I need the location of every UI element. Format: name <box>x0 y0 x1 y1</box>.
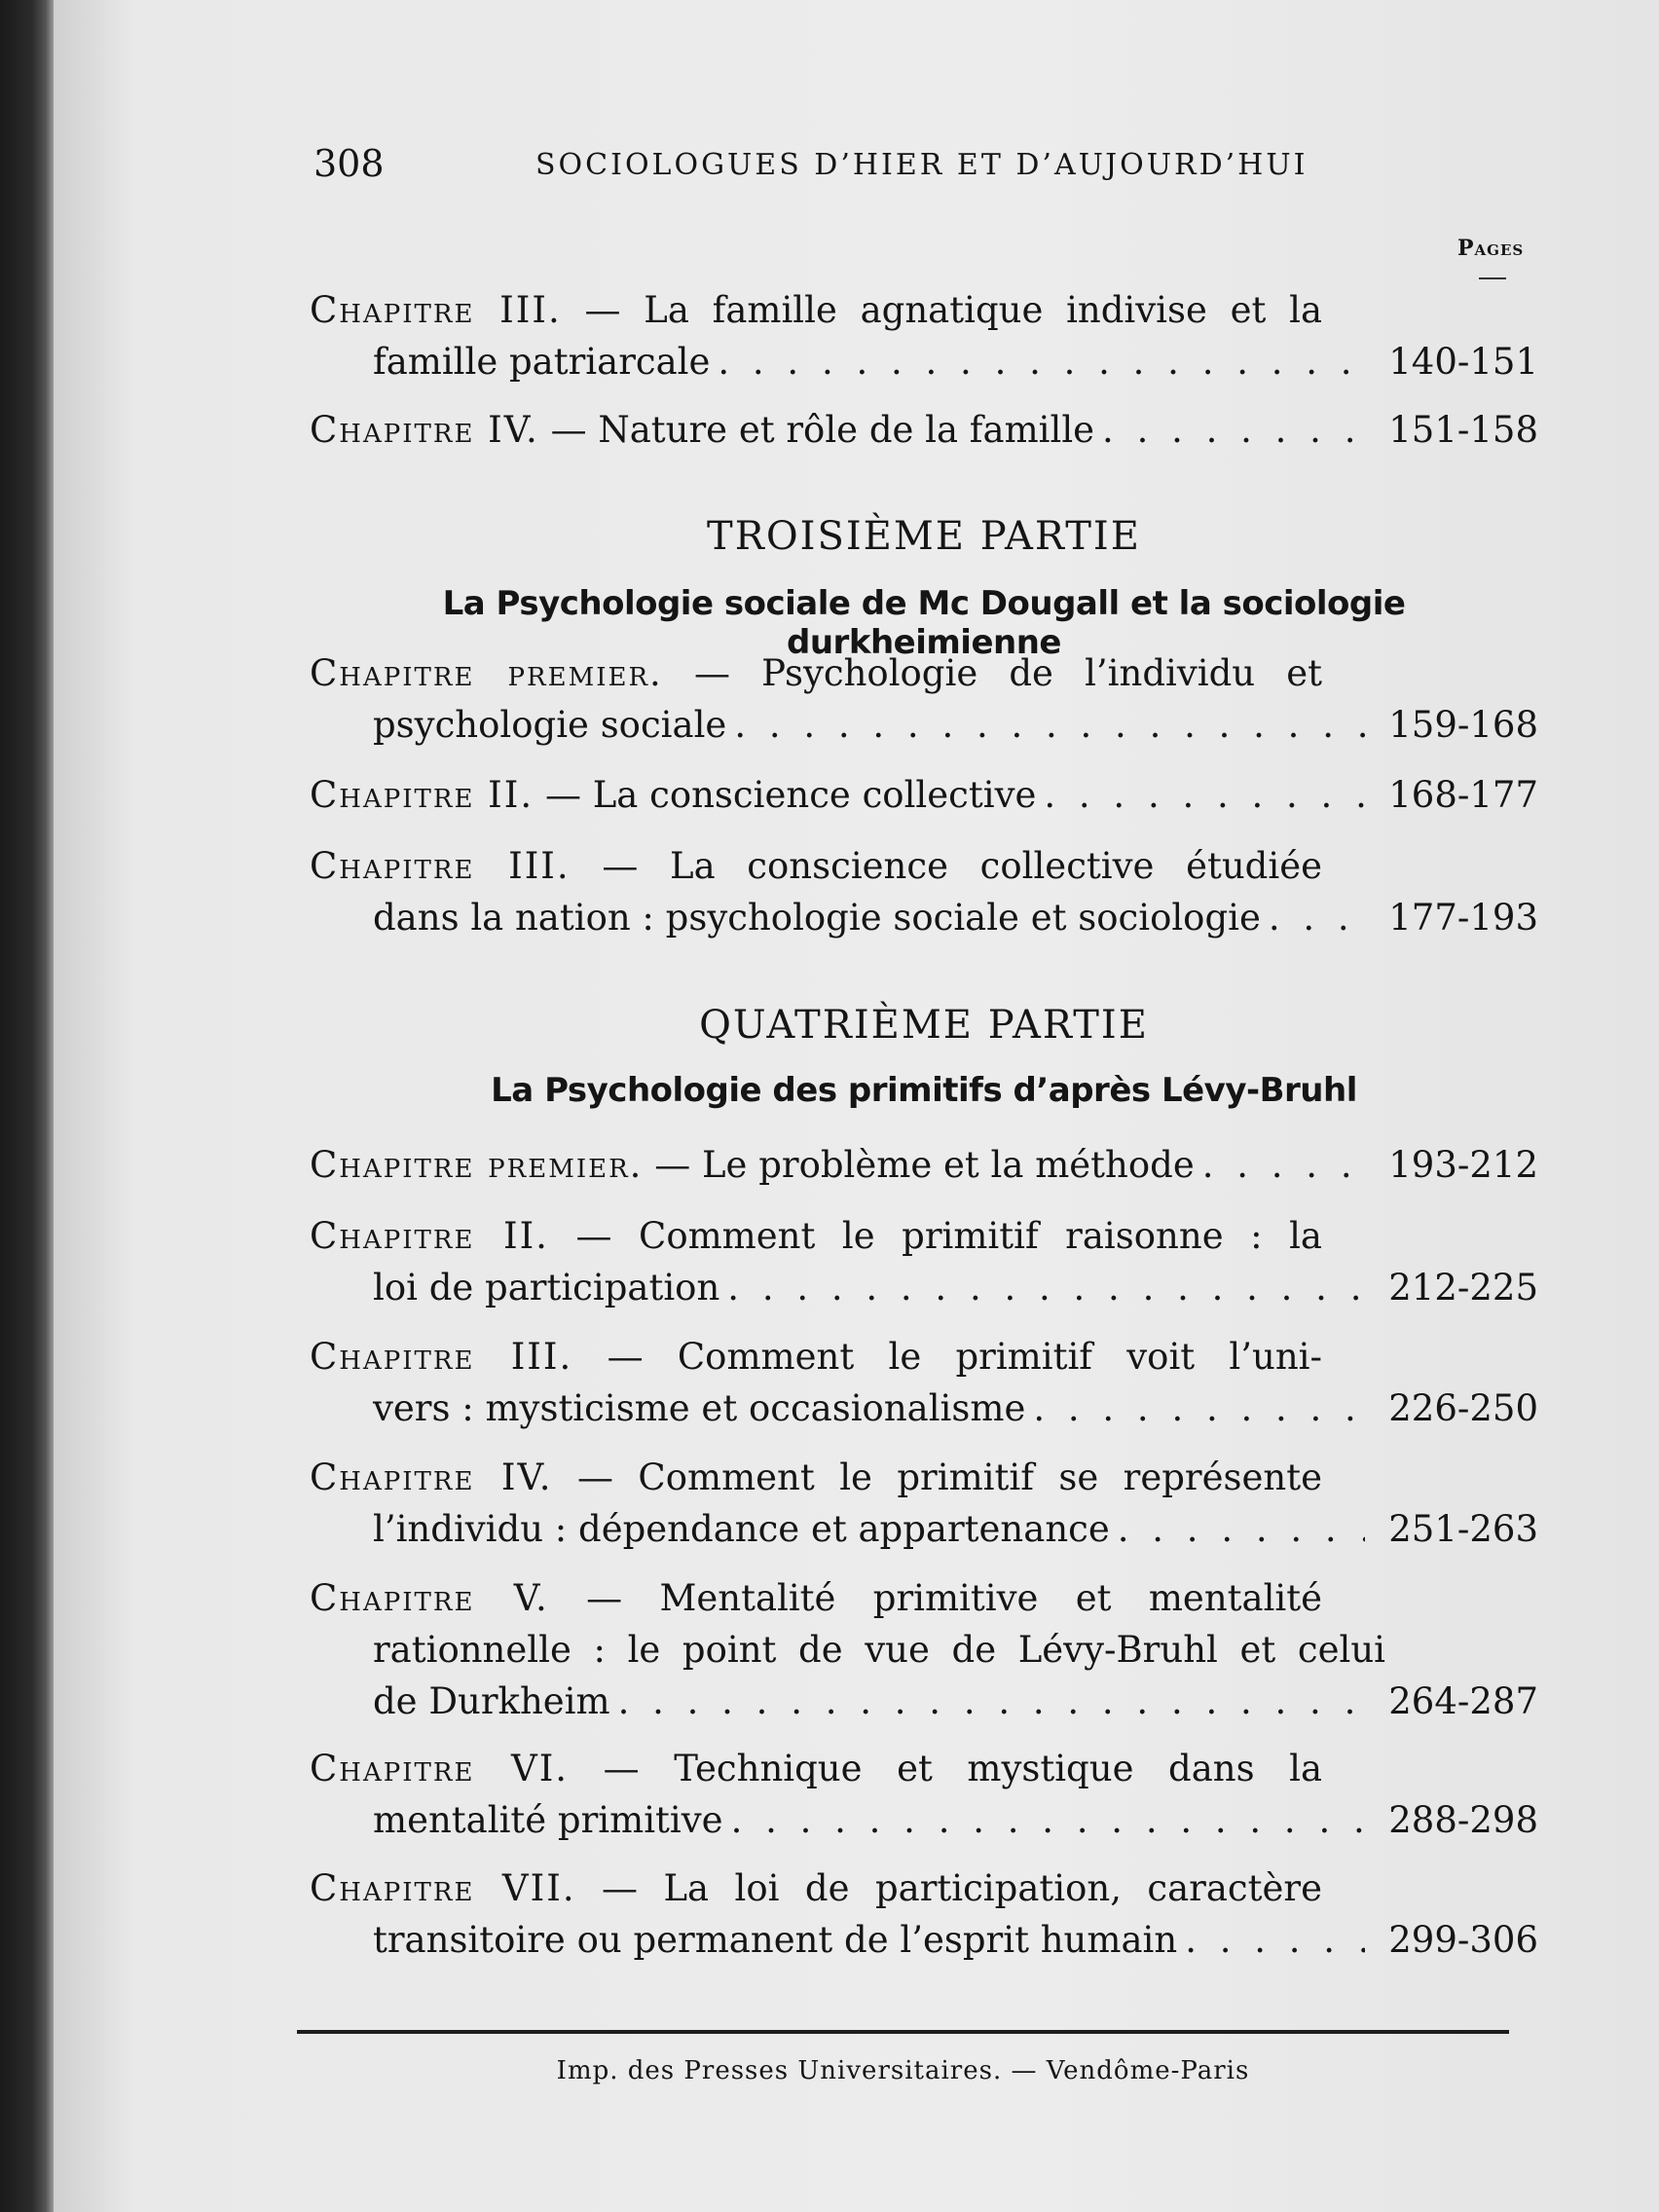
entry-title: — Comment le primitif se représente <box>576 1456 1322 1498</box>
page-range: 168-177 <box>1388 774 1538 816</box>
entry-title: — La famille agnatique indivise et la <box>584 289 1323 331</box>
toc-entry <box>310 1139 1538 1191</box>
part-title: TROISIÈME PARTIE <box>707 514 1141 559</box>
toc-entry <box>310 1572 1538 1727</box>
toc-entry <box>310 1210 1538 1313</box>
chapter-label: Chapitre VI. <box>310 1748 570 1789</box>
entry-title-end: mentalité primitive <box>373 1799 723 1841</box>
chapter-label: Chapitre II. <box>310 1215 549 1257</box>
part-subtitle: La Psychologie des primitifs d’après Lévy-Bruhl <box>491 1071 1357 1110</box>
page-range: 212-225 <box>1388 1267 1538 1309</box>
dot-leader <box>727 1262 1365 1313</box>
toc-entry <box>310 1331 1538 1434</box>
toc-entry <box>310 647 1538 751</box>
dot-leader <box>718 336 1365 387</box>
entry-title: — Comment le primitif voit l’uni- <box>607 1336 1323 1378</box>
part-title: QUATRIÈME PARTIE <box>699 1003 1149 1048</box>
entry-middle-line: rationnelle : le point de vue de Lévy-Bruhl et celui <box>373 1629 1385 1671</box>
chapter-label: Chapitre V. <box>310 1577 549 1619</box>
page-number: 308 <box>313 142 385 185</box>
entry-title: — Le problème et la méthode <box>654 1144 1195 1186</box>
dot-leader <box>1033 1382 1365 1434</box>
entry-first-line <box>310 1331 1322 1382</box>
dot-leader <box>1118 1503 1365 1555</box>
entry-title-end: l’individu : dépendance et appartenance <box>373 1508 1110 1550</box>
chapter-label: Chapitre premier. <box>310 652 663 694</box>
toc-entry <box>310 769 1538 821</box>
entry-first-line <box>310 1452 1322 1503</box>
pages-column-label: Pages <box>1457 236 1525 261</box>
running-title: SOCIOLOGUES D’HIER ET D’AUJOURD’HUI <box>535 148 1309 182</box>
chapter-label: Chapitre IV. <box>310 1456 553 1498</box>
page-range: 226-250 <box>1388 1387 1538 1429</box>
entry-title: — Comment le primitif raisonne : la <box>575 1215 1322 1257</box>
entry-title-end: transitoire ou permanent de l’esprit humain <box>373 1919 1178 1961</box>
entry-title-end: loi de participation <box>373 1267 720 1309</box>
entry-first-line <box>310 1743 1322 1794</box>
dot-leader <box>1202 1139 1365 1191</box>
chapter-label: Chapitre III. <box>310 289 562 331</box>
entry-first-line <box>310 840 1322 892</box>
entry-last-line <box>373 336 1538 387</box>
entry-last-line <box>373 1914 1538 1966</box>
part-subtitle: La Psychologie sociale de Mc Dougall et la sociologie durkheimienne <box>442 584 1406 662</box>
entry-last-line <box>373 1503 1538 1555</box>
entry-last-line <box>373 699 1538 751</box>
chapter-label: Chapitre IV. <box>310 409 539 451</box>
page-range: 299-306 <box>1388 1919 1538 1961</box>
dot-leader <box>731 1794 1365 1846</box>
entry-title: — La loi de participation, caractère <box>602 1867 1322 1909</box>
entry-last-line <box>373 1676 1538 1727</box>
entry-line <box>310 404 1538 456</box>
entry-title: — Psychologie de l’individu et <box>693 652 1322 694</box>
chapter-label: Chapitre VII. <box>310 1867 576 1909</box>
entry-title: — Nature et rôle de la famille <box>550 409 1095 451</box>
entry-last-line <box>373 1382 1538 1434</box>
entry-title-end: dans la nation : psychologie sociale et sociologie <box>373 897 1261 939</box>
dot-leader <box>1269 892 1365 943</box>
dot-leader <box>734 699 1365 751</box>
dot-leader <box>1102 404 1365 456</box>
page-range: 159-168 <box>1388 704 1538 746</box>
page-range: 193-212 <box>1388 1144 1538 1186</box>
entry-last-line <box>373 892 1538 943</box>
entry-title-end: famille patriarcale <box>373 341 711 383</box>
toc-entry <box>310 1452 1538 1555</box>
toc-entry <box>310 840 1538 943</box>
entry-title-end: vers : mysticisme et occasionalisme <box>373 1387 1026 1429</box>
entry-first-line <box>310 1862 1322 1914</box>
toc-entry <box>310 1862 1538 1966</box>
entry-title: — La conscience collective <box>544 774 1037 816</box>
page-range: 177-193 <box>1388 897 1538 939</box>
entry-last-line <box>373 1794 1538 1846</box>
dot-leader <box>1044 769 1365 821</box>
chapter-label: Chapitre premier. <box>310 1144 644 1186</box>
entry-title-end: de Durkheim <box>373 1680 610 1722</box>
chapter-label: Chapitre II. <box>310 774 535 816</box>
toc-entry <box>310 1743 1538 1846</box>
toc-entry <box>310 284 1538 387</box>
pages-label-rule <box>1479 277 1506 279</box>
entry-first-line <box>310 1572 1322 1624</box>
page-range: 151-158 <box>1388 409 1538 451</box>
page-header <box>313 142 1309 191</box>
page-range: 264-287 <box>1388 1680 1538 1722</box>
entry-line <box>310 769 1538 821</box>
entry-title: — Mentalité primitive et mentalité <box>586 1577 1323 1619</box>
dot-leader <box>1185 1914 1365 1966</box>
page-range: 251-263 <box>1388 1508 1538 1550</box>
entry-title-end: psychologie sociale <box>373 704 727 746</box>
chapter-label: Chapitre III. <box>310 1336 573 1378</box>
dot-leader <box>618 1676 1365 1727</box>
toc-entry <box>310 404 1538 456</box>
entry-first-line <box>310 1210 1322 1262</box>
entry-last-line <box>373 1262 1538 1313</box>
chapter-label: Chapitre III. <box>310 845 571 887</box>
page-range: 140-151 <box>1388 341 1538 383</box>
entry-title: — La conscience collective étudiée <box>602 845 1322 887</box>
entry-first-line <box>310 284 1322 336</box>
entry-line <box>310 1139 1538 1191</box>
book-binding <box>0 0 54 2212</box>
entry-title: — Technique et mystique dans la <box>603 1748 1323 1789</box>
printer-imprint: Imp. des Presses Universitaires. — Vendôme-Paris <box>556 2056 1250 2085</box>
entry-first-line <box>310 647 1322 699</box>
footer-rule <box>297 2030 1509 2034</box>
page-range: 288-298 <box>1388 1799 1538 1841</box>
